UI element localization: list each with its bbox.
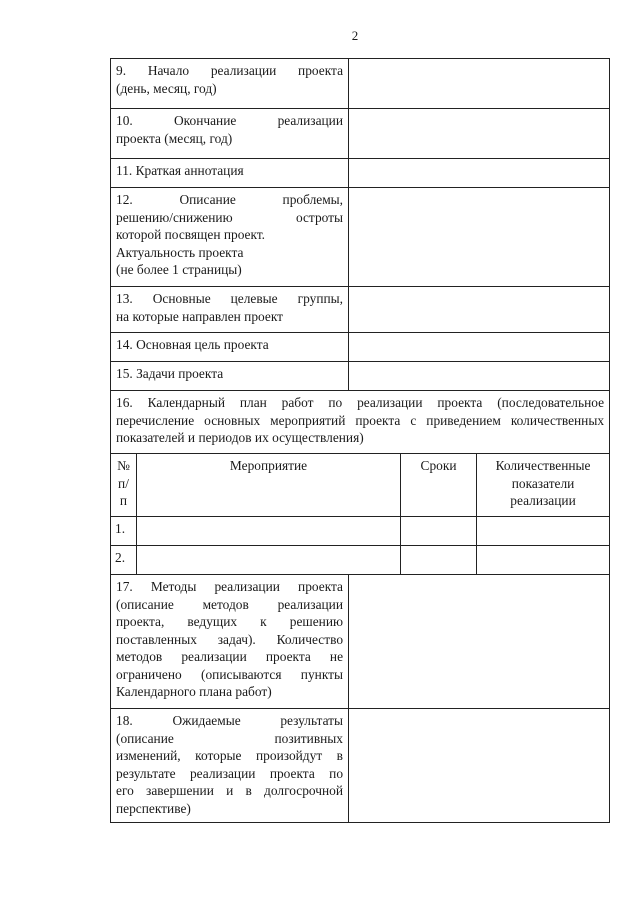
label-line: 10. Окончание реализации [116, 113, 344, 128]
calendar-row-num: 1. [111, 517, 137, 546]
methods-label [111, 575, 349, 709]
calendar-dates-cell[interactable] [401, 546, 477, 575]
tasks-value-cell[interactable] [349, 362, 610, 391]
label-line: (не более 1 страницы) [116, 262, 242, 277]
start-date-value-cell[interactable] [349, 59, 610, 109]
form-row-target-groups [111, 287, 610, 333]
label-line: проекта (месяц, год) [116, 130, 233, 146]
form-row-problem [111, 188, 610, 287]
methods-value-cell[interactable] [349, 575, 610, 709]
label-line: 11. Краткая аннотация [116, 163, 244, 178]
page-number: 2 [351, 28, 359, 43]
problem-value-cell[interactable] [349, 188, 610, 287]
calendar-indicators-cell[interactable] [477, 517, 610, 546]
label-line: результате реализации проекта по [116, 765, 344, 781]
end-date-value-cell[interactable] [349, 109, 610, 159]
label-line: 13. Основные целевые группы, [116, 291, 344, 306]
label-line: поставленных задач). Количество [116, 631, 344, 647]
label-line: (описание позитивных [116, 730, 344, 746]
label-line: на которые направлен проект [116, 308, 284, 324]
label-line: изменений, которые произойдут в [116, 748, 344, 763]
calendar-row [111, 517, 610, 546]
label-line: методов реализации проекта не [116, 649, 344, 664]
form-row-results [111, 709, 610, 823]
label-line: Актуальность проекта [116, 244, 244, 260]
calendar-dates-cell[interactable] [401, 517, 477, 546]
tasks-label [111, 362, 349, 391]
label-line: Календарного плана работ) [116, 684, 272, 699]
label-line: (день, месяц, год) [116, 80, 217, 96]
calendar-row [111, 546, 610, 575]
problem-label [111, 188, 349, 287]
label-line: которой посвящен проект. [116, 227, 266, 242]
calendar-indicators-cell[interactable] [477, 546, 610, 575]
calendar-header-row [111, 454, 610, 517]
end-date-label [111, 109, 349, 159]
application-form-table [110, 58, 610, 823]
calendar-row-num: 2. [111, 546, 137, 575]
results-value-cell[interactable] [349, 709, 610, 823]
target-groups-label [111, 287, 349, 333]
label-line: 18. Ожидаемые результаты [116, 713, 344, 728]
label-line: 14. Основная цель проекта [116, 337, 269, 352]
calendar-event-cell[interactable] [137, 517, 401, 546]
label-line: (описание методов реализации [116, 596, 344, 612]
label-line: проекта, ведущих к решению [116, 614, 344, 629]
label-line: ограничено (описываются пункты [116, 666, 344, 682]
calendar-col-indicators: Количественные показатели реализации [477, 454, 610, 517]
calendar-heading: 16. Календарный план работ по реализации проекта (последовательное перечисление основных мероприятий проекта с приведением количественных показателей и периодов их осуществления) [111, 391, 610, 454]
label-line: перспективе) [116, 800, 191, 816]
goal-value-cell[interactable] [349, 333, 610, 362]
label-line: 15. Задачи проекта [116, 366, 224, 381]
form-row-methods [111, 575, 610, 709]
goal-label [111, 333, 349, 362]
form-row-calendar-heading [111, 391, 610, 454]
calendar-col-num: № п/п [111, 454, 137, 517]
annotation-value-cell[interactable] [349, 159, 610, 188]
calendar-col-dates: Сроки [401, 454, 477, 517]
label-line: 12. Описание проблемы, [116, 192, 344, 207]
form-row-tasks [111, 362, 610, 391]
start-date-label [111, 59, 349, 109]
calendar-col-event: Мероприятие [137, 454, 401, 517]
calendar-event-cell[interactable] [137, 546, 401, 575]
label-line: 9. Начало реализации проекта [116, 63, 344, 78]
label-line: 17. Методы реализации проекта [116, 579, 344, 594]
form-row-start-date [111, 59, 610, 109]
label-line: его завершении и в долгосрочной [116, 783, 344, 798]
annotation-label [111, 159, 349, 188]
target-groups-value-cell[interactable] [349, 287, 610, 333]
form-row-end-date [111, 109, 610, 159]
results-label [111, 709, 349, 823]
label-line: решению/снижению остроты [116, 209, 344, 225]
form-row-goal [111, 333, 610, 362]
form-row-annotation [111, 159, 610, 188]
